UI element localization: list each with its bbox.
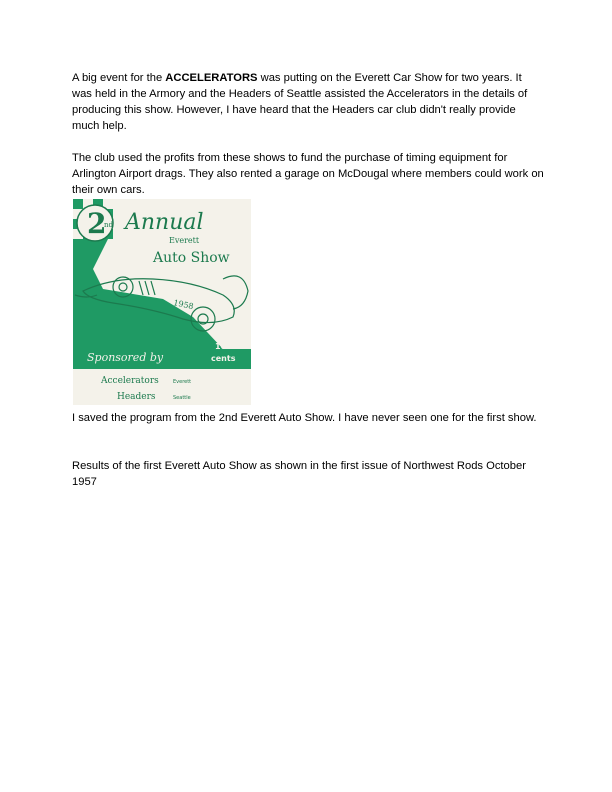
intro-lead-text: A big event for the [72,72,166,84]
cover-club1: Accelerators [101,376,159,386]
program-caption-paragraph: I saved the program from the 2nd Everett Auto Show. I have never seen one for the first show. [72,412,537,424]
cover-price-unit: cents [211,354,236,363]
cover-club2: Headers [117,392,156,402]
cover-ordinal: nd [104,221,113,229]
cover-price-amount: 10 [215,342,227,351]
cover-number: 2 [87,207,107,240]
profits-paragraph: The club used the profits from these shows to fund the purchase of timing equipment for Arlington Airport drags. They also rented a garage on McDougal where members could work on their own cars. [72,152,544,196]
intro-body-text: was putting on the Everett Car Show for two years. It was held in the Armory and the Headers of Seattle assisted the Accelerators in the details of producing this show. However, I have heard that the Headers car club didn't really provide much help. [72,72,528,132]
cover-club2-city: Seattle [173,395,191,401]
cover-show-title: Auto Show [153,250,230,266]
cover-club1-city: Everett [173,379,192,385]
cover-annual: Annual [125,210,204,235]
program-cover-image [73,199,251,405]
intro-paragraph [72,70,544,134]
cover-year: 1958 [172,298,195,312]
cover-sponsored: Sponsored by [87,351,164,364]
results-paragraph: Results of the first Everett Auto Show as shown in the first issue of Northwest Rods October 1957 [72,460,526,488]
cover-city: Everett [169,236,200,245]
club-name-bold: ACCELERATORS [165,72,258,84]
